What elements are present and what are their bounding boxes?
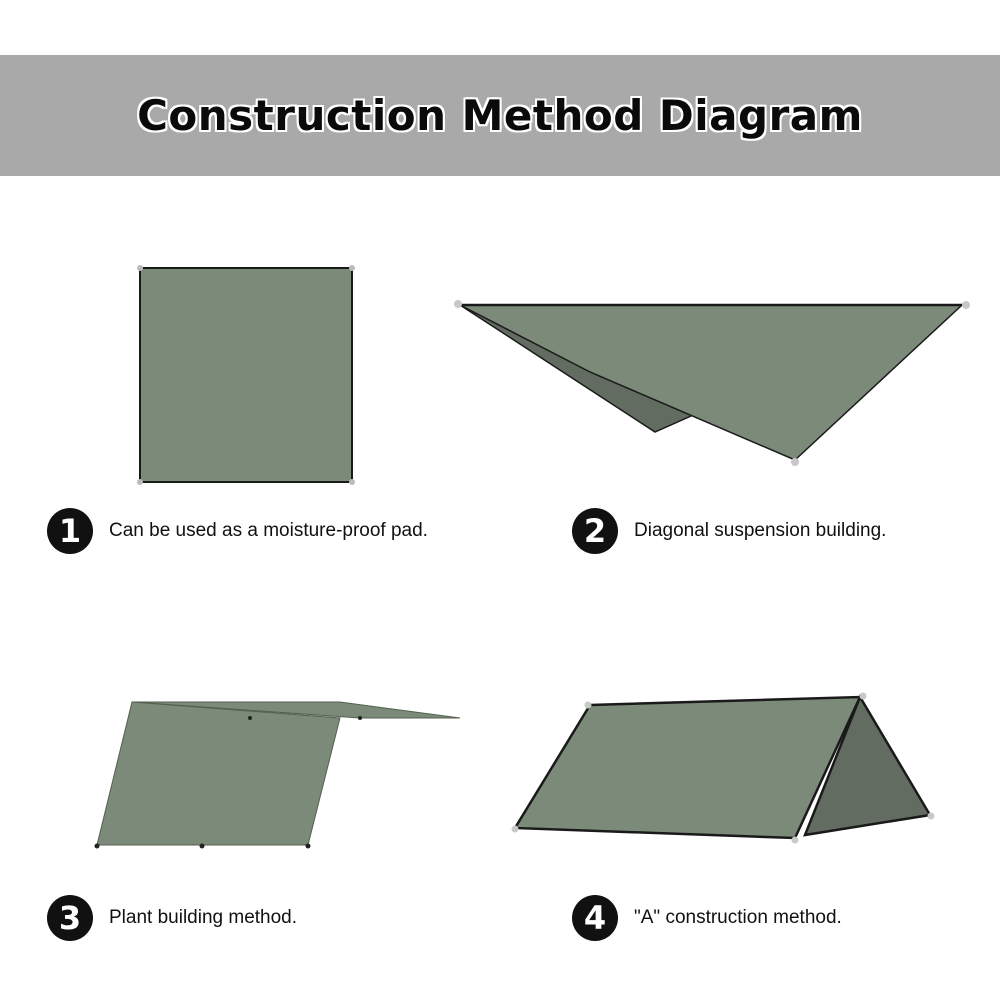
step-caption: Plant building method. bbox=[109, 907, 298, 928]
step-number-badge: 3 bbox=[47, 895, 93, 941]
step-3 bbox=[47, 895, 297, 941]
step-number-badge: 2 bbox=[572, 508, 618, 554]
tarp-flat-pad-illustration bbox=[137, 265, 355, 485]
step-caption: Diagonal suspension building. bbox=[634, 520, 887, 541]
tarp-diagonal-suspension-illustration bbox=[454, 300, 970, 466]
step-caption: Can be used as a moisture-proof pad. bbox=[109, 520, 428, 541]
page-title: Construction Method Diagram bbox=[137, 91, 863, 140]
step-4 bbox=[572, 895, 842, 941]
tarp-plant-method-illustration bbox=[95, 702, 461, 849]
step-number-badge: 1 bbox=[47, 508, 93, 554]
step-2 bbox=[572, 508, 886, 554]
step-number-badge: 4 bbox=[572, 895, 618, 941]
tarp-a-frame-illustration bbox=[512, 693, 935, 844]
step-caption: "A" construction method. bbox=[634, 907, 842, 928]
step-1 bbox=[47, 508, 428, 554]
